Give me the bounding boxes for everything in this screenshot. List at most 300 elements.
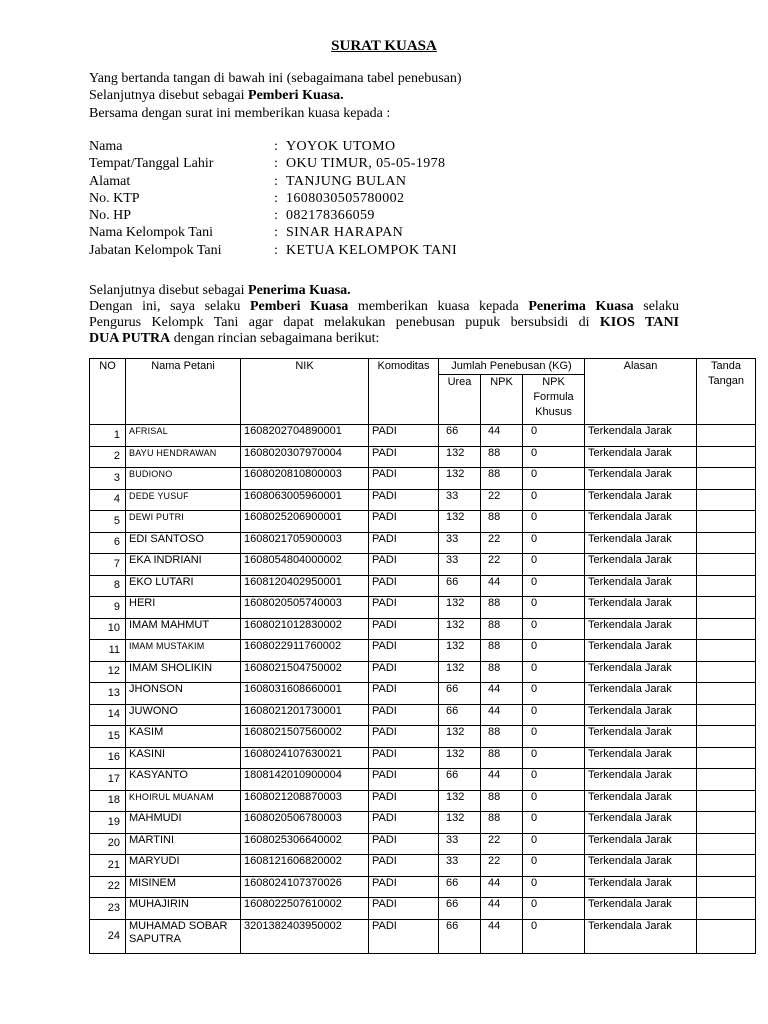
- table-row: [90, 747, 756, 769]
- cell-nik: 1608021208870003: [241, 790, 369, 812]
- cell-komoditas: PADI: [369, 425, 439, 447]
- cell-urea: 66: [439, 683, 481, 705]
- table-row: [90, 489, 756, 511]
- cell-komoditas: PADI: [369, 618, 439, 640]
- table-row: [90, 618, 756, 640]
- penerima-kuasa-ref: Penerima Kuasa: [528, 299, 634, 314]
- cell-no: 4: [90, 489, 126, 511]
- header-komoditas: Komoditas: [369, 359, 439, 425]
- table-row: [90, 554, 756, 576]
- identity-separator: :: [274, 156, 278, 172]
- identity-row: [89, 155, 457, 172]
- cell-npk: 44: [481, 876, 523, 898]
- cell-komoditas: PADI: [369, 833, 439, 855]
- cell-nik: 1608021201730001: [241, 704, 369, 726]
- cell-npk: 22: [481, 532, 523, 554]
- cell-no: 1: [90, 425, 126, 447]
- cell-no: 20: [90, 833, 126, 855]
- cell-nama-petani: MUHAMAD SOBAR SAPUTRA: [126, 919, 241, 953]
- cell-komoditas: PADI: [369, 683, 439, 705]
- cell-alasan: Terkendala Jarak: [585, 640, 697, 662]
- cell-nik: 1608022507610002: [241, 898, 369, 920]
- cell-tanda-tangan[interactable]: [697, 511, 756, 533]
- cell-npk-formula-khusus: 0: [523, 640, 585, 662]
- cell-nik: 1808142010900004: [241, 769, 369, 791]
- cell-urea: 66: [439, 425, 481, 447]
- receiver-text: Pengurus Kelompk Tani agar dapat melakukan penebusan pupuk bersubsidi di: [89, 315, 600, 330]
- cell-urea: 132: [439, 790, 481, 812]
- cell-tanda-tangan[interactable]: [697, 640, 756, 662]
- header-nama-petani: Nama Petani: [126, 359, 241, 425]
- cell-no: 21: [90, 855, 126, 877]
- cell-nik: 1608024107370026: [241, 876, 369, 898]
- header-tanda-tangan: Tanda Tangan: [697, 359, 756, 425]
- cell-npk: 88: [481, 747, 523, 769]
- cell-tanda-tangan[interactable]: [697, 532, 756, 554]
- cell-nama-petani: KASIM: [126, 726, 241, 748]
- cell-npk-formula-khusus: 0: [523, 511, 585, 533]
- cell-alasan: Terkendala Jarak: [585, 446, 697, 468]
- identity-label: Nama: [89, 139, 123, 154]
- cell-npk-formula-khusus: 0: [523, 661, 585, 683]
- cell-npk-formula-khusus: 0: [523, 833, 585, 855]
- cell-nik: 1608020307970004: [241, 446, 369, 468]
- cell-komoditas: PADI: [369, 489, 439, 511]
- cell-npk-formula-khusus: 0: [523, 468, 585, 490]
- cell-komoditas: PADI: [369, 597, 439, 619]
- cell-urea: 33: [439, 532, 481, 554]
- cell-alasan: Terkendala Jarak: [585, 919, 697, 953]
- cell-npk: 22: [481, 554, 523, 576]
- cell-no: 24: [90, 919, 126, 953]
- receiver-line-3: [89, 315, 679, 331]
- cell-alasan: Terkendala Jarak: [585, 747, 697, 769]
- cell-no: 9: [90, 597, 126, 619]
- receiver-text: memberikan kuasa kepada: [348, 299, 529, 314]
- cell-npk: 88: [481, 812, 523, 834]
- cell-npk-formula-khusus: 0: [523, 876, 585, 898]
- cell-komoditas: PADI: [369, 812, 439, 834]
- cell-tanda-tangan[interactable]: [697, 683, 756, 705]
- identity-row: [89, 138, 457, 155]
- cell-komoditas: PADI: [369, 919, 439, 953]
- cell-alasan: Terkendala Jarak: [585, 876, 697, 898]
- cell-tanda-tangan[interactable]: [697, 833, 756, 855]
- cell-npk-formula-khusus: 0: [523, 532, 585, 554]
- cell-alasan: Terkendala Jarak: [585, 425, 697, 447]
- identity-value: 1608030505780002: [286, 190, 405, 206]
- table-row: [90, 726, 756, 748]
- intro-paragraph: [89, 70, 462, 122]
- cell-komoditas: PADI: [369, 769, 439, 791]
- cell-tanda-tangan[interactable]: [697, 769, 756, 791]
- document-title: SURAT KUASA: [331, 38, 437, 54]
- cell-npk: 44: [481, 898, 523, 920]
- cell-nama-petani: HERI: [126, 597, 241, 619]
- cell-alasan: Terkendala Jarak: [585, 554, 697, 576]
- receiver-line-1-text: Selanjutnya disebut sebagai: [89, 283, 249, 298]
- cell-npk-formula-khusus: 0: [523, 769, 585, 791]
- cell-npk-formula-khusus: 0: [523, 489, 585, 511]
- identity-block: [89, 138, 457, 259]
- cell-urea: 66: [439, 769, 481, 791]
- cell-nama-petani: KHOIRUL MUANAM: [126, 790, 241, 812]
- table-row: [90, 532, 756, 554]
- cell-npk-formula-khusus: 0: [523, 704, 585, 726]
- table-row: [90, 790, 756, 812]
- pemberi-kuasa-label: Pemberi Kuasa.: [248, 88, 344, 104]
- cell-alasan: Terkendala Jarak: [585, 683, 697, 705]
- cell-no: 18: [90, 790, 126, 812]
- cell-alasan: Terkendala Jarak: [585, 769, 697, 791]
- table-row: [90, 446, 756, 468]
- table-body: [90, 425, 756, 954]
- cell-urea: 132: [439, 618, 481, 640]
- cell-tanda-tangan[interactable]: [697, 812, 756, 834]
- cell-tanda-tangan[interactable]: [697, 704, 756, 726]
- cell-komoditas: PADI: [369, 704, 439, 726]
- cell-urea: 132: [439, 597, 481, 619]
- identity-row: [89, 207, 457, 224]
- cell-no: 22: [90, 876, 126, 898]
- cell-nama-petani: BUDIONO: [126, 468, 241, 490]
- cell-nik: 1608025206900001: [241, 511, 369, 533]
- cell-npk: 88: [481, 661, 523, 683]
- identity-label: Jabatan Kelompok Tani: [89, 242, 222, 258]
- cell-tanda-tangan[interactable]: [697, 919, 756, 953]
- cell-alasan: Terkendala Jarak: [585, 833, 697, 855]
- cell-urea: 33: [439, 489, 481, 511]
- cell-nik: 1608054804000002: [241, 554, 369, 576]
- cell-npk: 44: [481, 425, 523, 447]
- cell-npk: 44: [481, 683, 523, 705]
- cell-npk-formula-khusus: 0: [523, 597, 585, 619]
- cell-urea: 33: [439, 855, 481, 877]
- cell-npk-formula-khusus: 0: [523, 812, 585, 834]
- cell-urea: 33: [439, 554, 481, 576]
- cell-nik: 1608021705900003: [241, 532, 369, 554]
- cell-komoditas: PADI: [369, 532, 439, 554]
- cell-nama-petani: IMAM SHOLIKIN: [126, 661, 241, 683]
- cell-no: 13: [90, 683, 126, 705]
- cell-no: 10: [90, 618, 126, 640]
- table-row: [90, 704, 756, 726]
- cell-no: 2: [90, 446, 126, 468]
- cell-alasan: Terkendala Jarak: [585, 468, 697, 490]
- cell-nama-petani: MARTINI: [126, 833, 241, 855]
- cell-nama-petani: IMAM MUSTAKIM: [126, 640, 241, 662]
- cell-nik: 1608202704890001: [241, 425, 369, 447]
- identity-label: Tempat/Tanggal Lahir: [89, 156, 214, 172]
- kios-name: DUA PUTRA: [89, 331, 171, 346]
- cell-no: 23: [90, 898, 126, 920]
- identity-label: Alamat: [89, 173, 131, 189]
- cell-tanda-tangan[interactable]: [697, 898, 756, 920]
- cell-komoditas: PADI: [369, 554, 439, 576]
- table-row: [90, 661, 756, 683]
- cell-nama-petani: KASYANTO: [126, 769, 241, 791]
- receiver-text: dengan rincian sebagaimana berikut:: [170, 331, 380, 346]
- cell-tanda-tangan[interactable]: [697, 468, 756, 490]
- cell-tanda-tangan[interactable]: [697, 790, 756, 812]
- cell-npk-formula-khusus: 0: [523, 790, 585, 812]
- table-row: [90, 919, 756, 953]
- cell-npk: 88: [481, 726, 523, 748]
- cell-komoditas: PADI: [369, 661, 439, 683]
- receiver-text: Dengan ini, saya selaku: [89, 299, 250, 314]
- intro-line-1: Yang bertanda tangan di bawah ini (sebagaimana tabel penebusan): [89, 71, 462, 86]
- cell-komoditas: PADI: [369, 468, 439, 490]
- cell-alasan: Terkendala Jarak: [585, 489, 697, 511]
- cell-alasan: Terkendala Jarak: [585, 898, 697, 920]
- cell-urea: 33: [439, 833, 481, 855]
- cell-no: 8: [90, 575, 126, 597]
- cell-urea: 132: [439, 661, 481, 683]
- cell-npk: 22: [481, 489, 523, 511]
- cell-no: 17: [90, 769, 126, 791]
- identity-label: No. KTP: [89, 190, 140, 206]
- header-nik: NIK: [241, 359, 369, 425]
- cell-nama-petani: IMAM MAHMUT: [126, 618, 241, 640]
- cell-komoditas: PADI: [369, 898, 439, 920]
- cell-alasan: Terkendala Jarak: [585, 855, 697, 877]
- cell-tanda-tangan[interactable]: [697, 747, 756, 769]
- cell-no: 14: [90, 704, 126, 726]
- cell-no: 3: [90, 468, 126, 490]
- cell-npk-formula-khusus: 0: [523, 575, 585, 597]
- cell-tanda-tangan[interactable]: [697, 618, 756, 640]
- cell-npk: 88: [481, 640, 523, 662]
- identity-separator: :: [274, 190, 278, 206]
- identity-value: YOYOK UTOMO: [286, 139, 396, 154]
- identity-label: No. HP: [89, 208, 132, 224]
- cell-no: 12: [90, 661, 126, 683]
- cell-nik: 1608022911760002: [241, 640, 369, 662]
- cell-nama-petani: DEDE YUSUF: [126, 489, 241, 511]
- header-npk-formula-khusus: NPK Formula Khusus: [523, 375, 585, 425]
- cell-nama-petani: MAHMUDI: [126, 812, 241, 834]
- table-row: [90, 425, 756, 447]
- table-row: [90, 833, 756, 855]
- identity-label: Nama Kelompok Tani: [89, 225, 213, 241]
- intro-line-2-text: Selanjutnya disebut sebagai: [89, 88, 249, 104]
- cell-tanda-tangan[interactable]: [697, 661, 756, 683]
- cell-no: 11: [90, 640, 126, 662]
- cell-npk: 88: [481, 468, 523, 490]
- table-row: [90, 855, 756, 877]
- cell-npk: 44: [481, 769, 523, 791]
- cell-nama-petani: AFRISAL: [126, 425, 241, 447]
- identity-row: [89, 242, 457, 259]
- cell-npk: 44: [481, 919, 523, 953]
- cell-alasan: Terkendala Jarak: [585, 575, 697, 597]
- cell-nik: 1608025306640002: [241, 833, 369, 855]
- cell-urea: 66: [439, 575, 481, 597]
- cell-urea: 66: [439, 876, 481, 898]
- cell-nik: 1608021504750002: [241, 661, 369, 683]
- cell-nik: 1608063005960001: [241, 489, 369, 511]
- header-npk: NPK: [481, 375, 523, 425]
- header-jumlah-penebusan: Jumlah Penebusan (KG): [439, 359, 585, 375]
- cell-nama-petani: JUWONO: [126, 704, 241, 726]
- cell-alasan: Terkendala Jarak: [585, 511, 697, 533]
- cell-alasan: Terkendala Jarak: [585, 532, 697, 554]
- cell-npk-formula-khusus: 0: [523, 726, 585, 748]
- cell-komoditas: PADI: [369, 640, 439, 662]
- cell-tanda-tangan[interactable]: [697, 575, 756, 597]
- cell-nik: 1608121606820002: [241, 855, 369, 877]
- table-row: [90, 683, 756, 705]
- cell-nik: 1608120402950001: [241, 575, 369, 597]
- cell-urea: 132: [439, 511, 481, 533]
- identity-separator: :: [274, 242, 278, 258]
- cell-nik: 1608031608660001: [241, 683, 369, 705]
- cell-tanda-tangan[interactable]: [697, 446, 756, 468]
- header-no: NO: [90, 359, 126, 425]
- cell-nama-petani: MUHAJIRIN: [126, 898, 241, 920]
- cell-alasan: Terkendala Jarak: [585, 597, 697, 619]
- table-row: [90, 898, 756, 920]
- cell-npk-formula-khusus: 0: [523, 554, 585, 576]
- identity-value: SINAR HARAPAN: [286, 225, 404, 241]
- cell-npk-formula-khusus: 0: [523, 898, 585, 920]
- table-row: [90, 511, 756, 533]
- cell-nama-petani: JHONSON: [126, 683, 241, 705]
- cell-nama-petani: EDI SANTOSO: [126, 532, 241, 554]
- cell-no: 19: [90, 812, 126, 834]
- header-alasan: Alasan: [585, 359, 697, 425]
- header-urea: Urea: [439, 375, 481, 425]
- identity-separator: :: [274, 173, 278, 189]
- pemberi-kuasa-ref: Pemberi Kuasa: [250, 299, 349, 314]
- cell-nik: 1608021507560002: [241, 726, 369, 748]
- identity-separator: :: [274, 208, 278, 224]
- cell-nama-petani: DEWI PUTRI: [126, 511, 241, 533]
- cell-komoditas: PADI: [369, 446, 439, 468]
- cell-npk-formula-khusus: 0: [523, 446, 585, 468]
- cell-npk-formula-khusus: 0: [523, 683, 585, 705]
- cell-npk: 88: [481, 597, 523, 619]
- kios-name: KIOS TANI: [599, 315, 680, 330]
- cell-nik: 1608024107630021: [241, 747, 369, 769]
- cell-urea: 132: [439, 812, 481, 834]
- cell-komoditas: PADI: [369, 747, 439, 769]
- identity-value: 082178366059: [286, 208, 375, 224]
- cell-urea: 132: [439, 640, 481, 662]
- table-row: [90, 597, 756, 619]
- cell-tanda-tangan[interactable]: [697, 554, 756, 576]
- cell-nik: 1608021012830002: [241, 618, 369, 640]
- cell-npk: 22: [481, 833, 523, 855]
- cell-npk: 88: [481, 790, 523, 812]
- table-row: [90, 468, 756, 490]
- cell-tanda-tangan[interactable]: [697, 489, 756, 511]
- cell-nama-petani: KASINI: [126, 747, 241, 769]
- cell-komoditas: PADI: [369, 726, 439, 748]
- cell-nama-petani: BAYU HENDRAWAN: [126, 446, 241, 468]
- cell-npk-formula-khusus: 0: [523, 919, 585, 953]
- cell-nama-petani: EKA INDRIANI: [126, 554, 241, 576]
- cell-urea: 132: [439, 747, 481, 769]
- cell-no: 16: [90, 747, 126, 769]
- cell-tanda-tangan[interactable]: [697, 425, 756, 447]
- cell-komoditas: PADI: [369, 855, 439, 877]
- cell-npk-formula-khusus: 0: [523, 855, 585, 877]
- cell-npk: 44: [481, 704, 523, 726]
- cell-npk-formula-khusus: 0: [523, 425, 585, 447]
- identity-row: [89, 173, 457, 190]
- cell-tanda-tangan[interactable]: [697, 597, 756, 619]
- cell-urea: 66: [439, 898, 481, 920]
- table-row: [90, 812, 756, 834]
- cell-npk: 88: [481, 446, 523, 468]
- table-row: [90, 876, 756, 898]
- cell-urea: 132: [439, 468, 481, 490]
- identity-row: [89, 190, 457, 207]
- cell-urea: 66: [439, 919, 481, 953]
- table-row: [90, 640, 756, 662]
- cell-npk-formula-khusus: 0: [523, 747, 585, 769]
- intro-line-2: [89, 87, 462, 104]
- cell-nik: 1608020505740003: [241, 597, 369, 619]
- cell-nama-petani: EKO LUTARI: [126, 575, 241, 597]
- receiver-line-1: [89, 283, 679, 299]
- cell-npk: 44: [481, 575, 523, 597]
- cell-nik: 1608020810800003: [241, 468, 369, 490]
- cell-npk-formula-khusus: 0: [523, 618, 585, 640]
- table-row: [90, 769, 756, 791]
- cell-alasan: Terkendala Jarak: [585, 726, 697, 748]
- table-row: [90, 575, 756, 597]
- cell-urea: 66: [439, 704, 481, 726]
- identity-row: [89, 224, 457, 241]
- penebusan-table: [89, 358, 756, 954]
- identity-separator: :: [274, 139, 278, 154]
- cell-urea: 132: [439, 726, 481, 748]
- cell-no: 6: [90, 532, 126, 554]
- cell-nama-petani: MARYUDI: [126, 855, 241, 877]
- identity-value: TANJUNG BULAN: [286, 173, 407, 189]
- cell-tanda-tangan[interactable]: [697, 876, 756, 898]
- cell-alasan: Terkendala Jarak: [585, 618, 697, 640]
- receiver-text: selaku: [633, 299, 680, 314]
- cell-komoditas: PADI: [369, 511, 439, 533]
- identity-value: KETUA KELOMPOK TANI: [286, 242, 458, 258]
- penerima-kuasa-label: Penerima Kuasa.: [248, 283, 351, 298]
- cell-nik: 1608020506780003: [241, 812, 369, 834]
- cell-urea: 132: [439, 446, 481, 468]
- cell-nik: 3201382403950002: [241, 919, 369, 953]
- cell-komoditas: PADI: [369, 876, 439, 898]
- receiver-line-2: [89, 299, 679, 315]
- cell-npk: 22: [481, 855, 523, 877]
- cell-alasan: Terkendala Jarak: [585, 790, 697, 812]
- cell-alasan: Terkendala Jarak: [585, 661, 697, 683]
- identity-value: OKU TIMUR, 05-05-1978: [286, 156, 446, 172]
- cell-komoditas: PADI: [369, 575, 439, 597]
- cell-no: 7: [90, 554, 126, 576]
- cell-no: 15: [90, 726, 126, 748]
- cell-tanda-tangan[interactable]: [697, 726, 756, 748]
- cell-npk: 88: [481, 618, 523, 640]
- cell-komoditas: PADI: [369, 790, 439, 812]
- cell-alasan: Terkendala Jarak: [585, 812, 697, 834]
- cell-tanda-tangan[interactable]: [697, 855, 756, 877]
- cell-alasan: Terkendala Jarak: [585, 704, 697, 726]
- identity-separator: :: [274, 225, 278, 241]
- receiver-paragraph: [89, 283, 679, 347]
- intro-line-3: Bersama dengan surat ini memberikan kuasa kepada :: [89, 105, 391, 121]
